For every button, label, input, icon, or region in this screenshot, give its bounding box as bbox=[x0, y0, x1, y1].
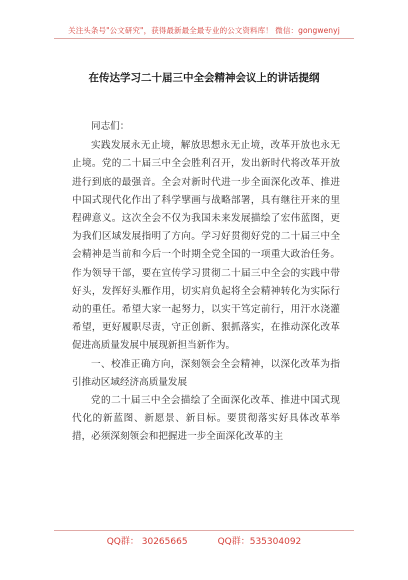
document-title: 在传达学习二十届三中全会精神会议上的讲话提纲 bbox=[88, 72, 320, 84]
salutation: 同志们： bbox=[91, 121, 130, 132]
footer bbox=[0, 534, 408, 547]
section-heading: 一、校准正确方向，深刻领会全会精神，以深化改革为指引推动区域经济高质量发展 bbox=[72, 358, 340, 388]
document-body bbox=[72, 118, 340, 447]
body-paragraph: 实践发展永无止境，解放思想永无止境，改革开放也永无止境。党的二十届三中全会胜利召开，发出新时代将改革开放进行到底的最强音。全会对新时代进一步全面深化改革、推进中国式现代化作出了科学擘画与战略部署，具有继往开来的里程碑意义。这次全会不仅为我国未来发展描绘了宏伟蓝图，更为我们区域发展指明了方向。学习好贯彻好党的二十届三中全会精神是当前和今后一个时期全党全国的一项重大政治任务。作为领导干部，要在宣传学习贯彻二十届三中全会的实践中带好头，发挥好头雁作用，切实肩负起将全会精神转化为实际行动的重任。希望大家一起努力，以实干笃定前行，用汗水浇灌希望，更好履职尽责，守正创新、狠抓落实，在推动深化改革促进高质量发展中展现新担当新作为。 bbox=[72, 140, 340, 352]
section-paragraph: 党的二十届三中全会描绘了全面深化改革、推进中国式现代化的新蓝图、新愿景、新目标。要贯彻落实好具体改革举措，必须深刻领会和把握进一步全面深化改革的主 bbox=[72, 395, 340, 443]
footer-qq-group-1: QQ群： 30265665 bbox=[106, 537, 188, 547]
header-banner: 关注头条号"公文研究"，获得最新最全最专业的公文资料库！ 微信：gongwenyj bbox=[68, 26, 340, 35]
footer-qq-group-2: QQ群：535304092 bbox=[217, 537, 302, 547]
footer-divider bbox=[54, 530, 354, 531]
header-divider bbox=[54, 38, 354, 39]
